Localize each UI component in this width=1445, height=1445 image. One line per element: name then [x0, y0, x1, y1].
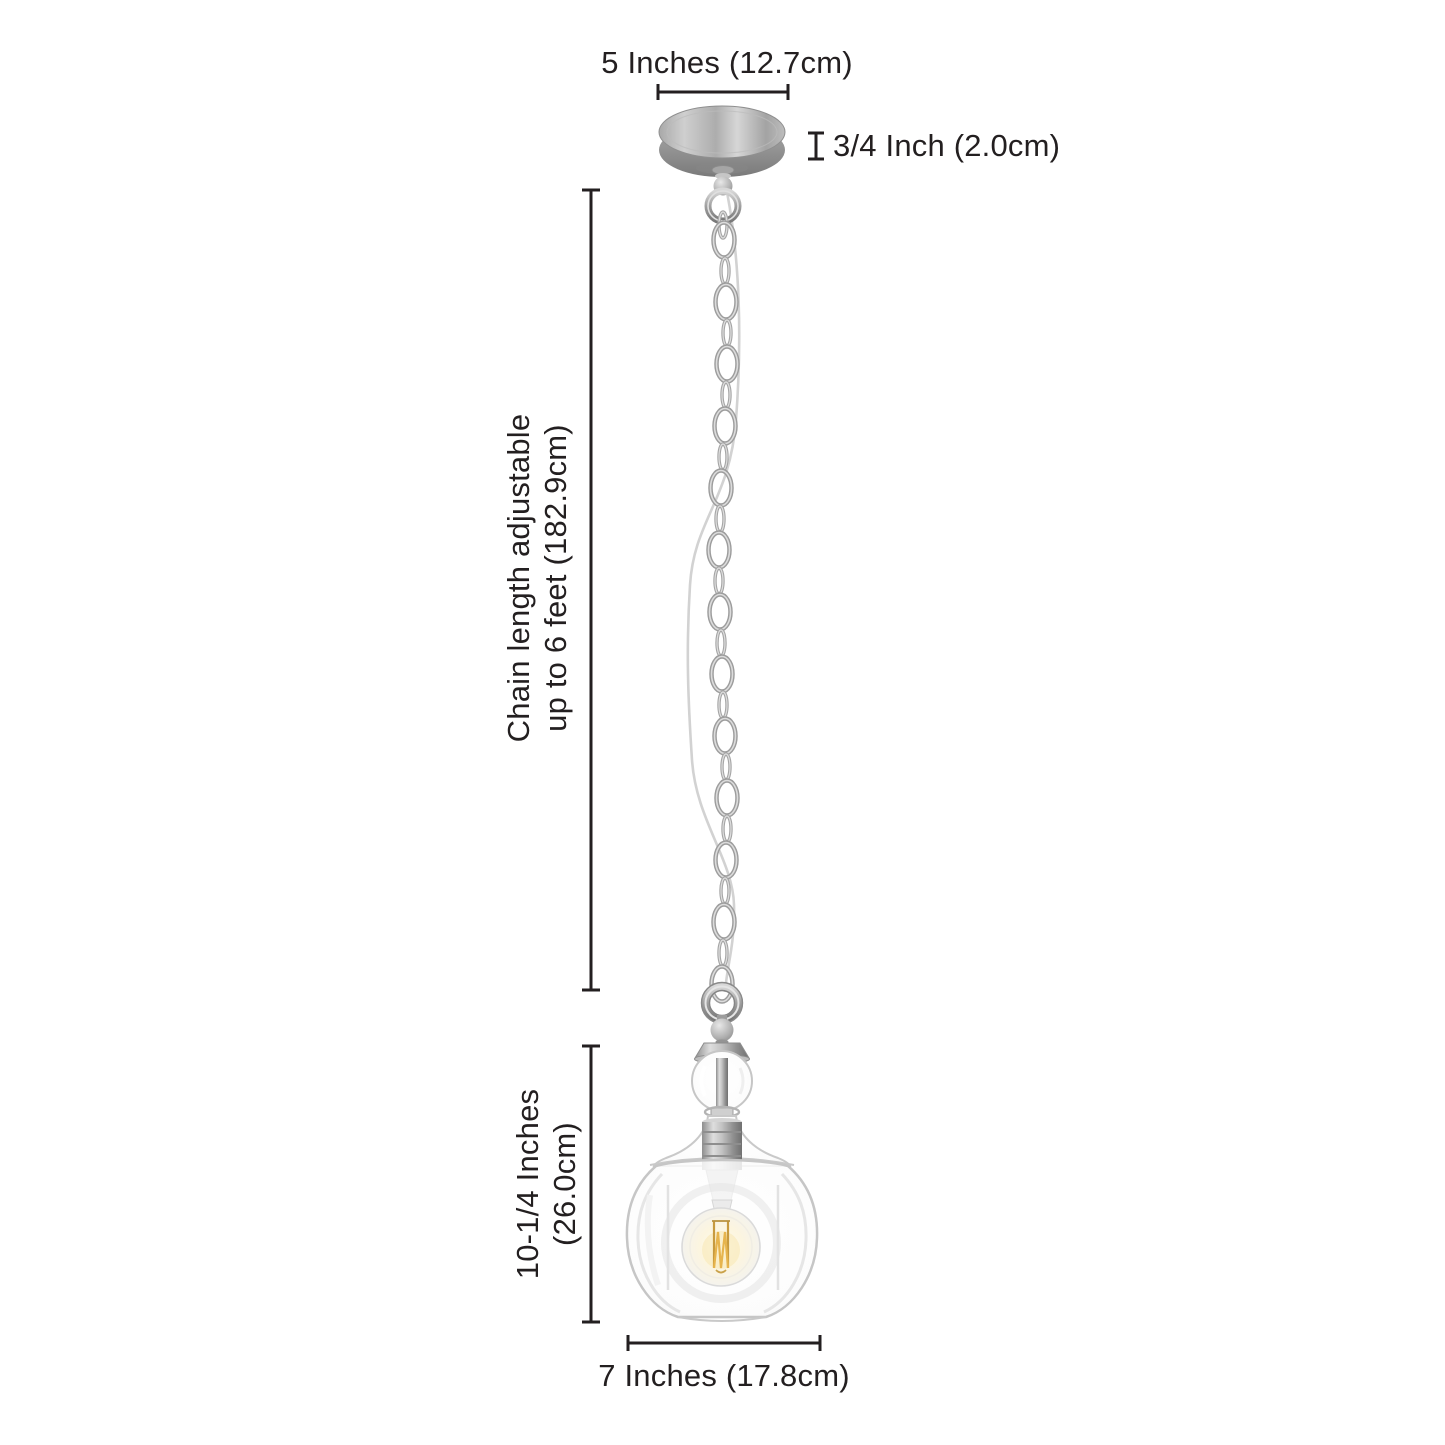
dimension-line-canopy-width — [658, 84, 788, 100]
shade-height-label-line2: (26.0cm) — [547, 1122, 582, 1246]
hanging-chain — [708, 191, 738, 1002]
dimension-line-shade-width — [628, 1335, 820, 1351]
shade-height-label-line1: 10-1/4 Inches — [510, 1088, 545, 1280]
canopy-height-label: 3/4 Inch (2.0cm) — [833, 128, 1061, 163]
dimension-line-canopy-height — [808, 133, 824, 159]
canopy-width-label: 5 Inches (12.7cm) — [601, 45, 853, 80]
chain-length-label-line2: up to 6 feet (182.9cm) — [538, 424, 573, 732]
shade-width-label: 7 Inches (17.8cm) — [598, 1358, 850, 1393]
chain-length-label — [500, 348, 576, 808]
ceiling-canopy — [659, 106, 785, 196]
shade-height-label — [509, 1034, 585, 1334]
chain-length-label-line1: Chain length adjustable — [501, 413, 536, 743]
dimension-line-chain-length — [582, 190, 600, 990]
light-bulb — [665, 1187, 777, 1299]
